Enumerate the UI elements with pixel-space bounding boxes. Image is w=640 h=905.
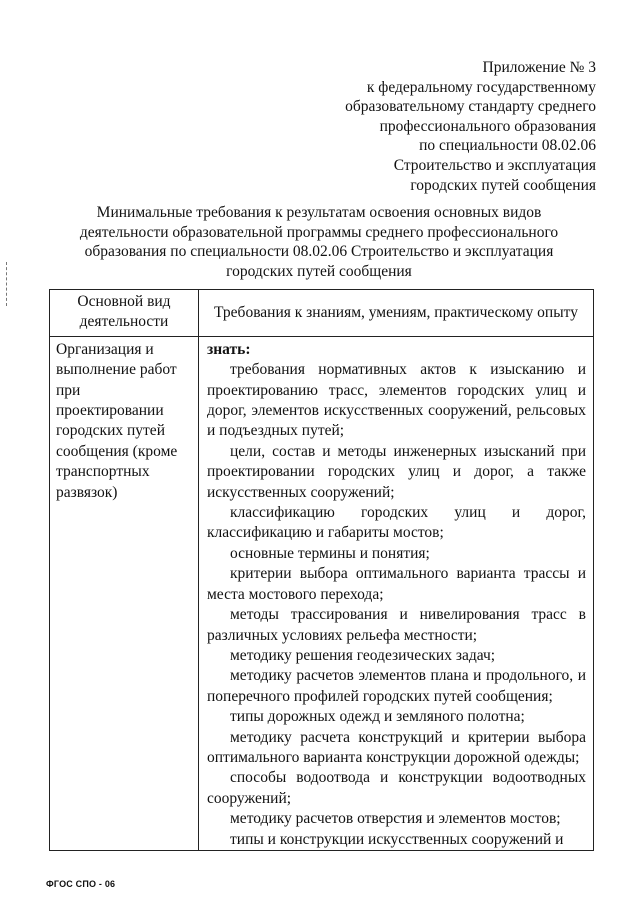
activity-line: выполнение работ — [56, 361, 177, 379]
requirement-item: типы дорожных одежд и земляного полотна; — [230, 708, 525, 726]
activity-line: сообщения (кроме — [56, 442, 178, 460]
annex-line: по специальности 08.02.06 — [419, 137, 596, 155]
requirement-item: методику расчета конструкций и критерии выбора оптимального варианта конструкции дорожной одежды; — [207, 728, 586, 766]
requirement-item: критерии выбора оптимального варианта трассы и места мостового перехода; — [207, 565, 586, 603]
requirement-item: основные термины и понятия; — [230, 544, 430, 562]
annex-line: городских путей сообщения — [410, 176, 596, 194]
requirement-item: методику расчетов элементов плана и продольного, и поперечного профилей городских путей сообщения; — [207, 667, 586, 705]
requirement-item: типы и конструкции искусственных сооружений и — [230, 830, 564, 848]
annex-line: Приложение № 3 — [482, 59, 596, 76]
requirements-cell — [199, 336, 594, 850]
activity-line: Организация и — [56, 340, 154, 358]
activity-line: проектировании — [56, 402, 164, 420]
requirement-item: классификацию городских улиц и дорог, классификацию и габариты мостов; — [207, 504, 586, 542]
annex-line: образовательному стандарту среднего — [345, 98, 596, 116]
activity-line: при — [56, 381, 81, 399]
requirement-item: требования нормативных актов к изысканию и проектированию трасс, элементов городских улиц и дорог, элементов искусственных сооружений, рельсовых и подъездных путей; — [207, 361, 586, 440]
activity-line: развязок) — [56, 483, 118, 501]
activity-line: транспортных — [56, 463, 150, 481]
column-header-activity: Основной вид деятельности — [50, 290, 199, 337]
activity-cell — [50, 336, 199, 850]
column-header-requirements: Требования к знаниям, умениям, практическому опыту — [199, 290, 594, 337]
scan-edge-mark — [6, 262, 9, 306]
annex-line: профессионального образования — [379, 117, 596, 135]
heading-line: образования по специальности 08.02.06 Строительство и эксплуатация — [84, 243, 554, 261]
requirement-item: цели, состав и методы инженерных изысканий при проектировании городских улиц и дорог, а также искусственных сооружений; — [207, 442, 586, 501]
footer-code: ФГОС СПО - 06 — [46, 879, 116, 889]
requirement-item: методику решения геодезических задач; — [230, 646, 496, 664]
requirements-table — [49, 289, 594, 851]
annex-line: к федеральному государственному — [366, 78, 596, 96]
table-header-row — [50, 290, 594, 337]
requirement-item: способы водоотвода и конструкции водоотводных сооружений; — [207, 769, 586, 807]
annex-line: Строительство и эксплуатация — [393, 156, 596, 174]
heading-line: городских путей сообщения — [226, 262, 412, 280]
requirement-item: методику расчетов отверстия и элементов мостов; — [230, 810, 561, 828]
document-heading — [74, 203, 564, 281]
requirement-item: методы трассирования и нивелирования трасс в различных условиях рельефа местности; — [207, 606, 586, 644]
annex-block — [266, 58, 596, 195]
table-row — [50, 336, 594, 850]
heading-line: деятельности образовательной программы среднего профессионального — [79, 223, 559, 241]
know-label: знать: — [207, 340, 251, 358]
heading-line: Минимальные требования к результатам освоения основных видов — [96, 204, 542, 221]
activity-line: городских путей — [56, 422, 165, 440]
